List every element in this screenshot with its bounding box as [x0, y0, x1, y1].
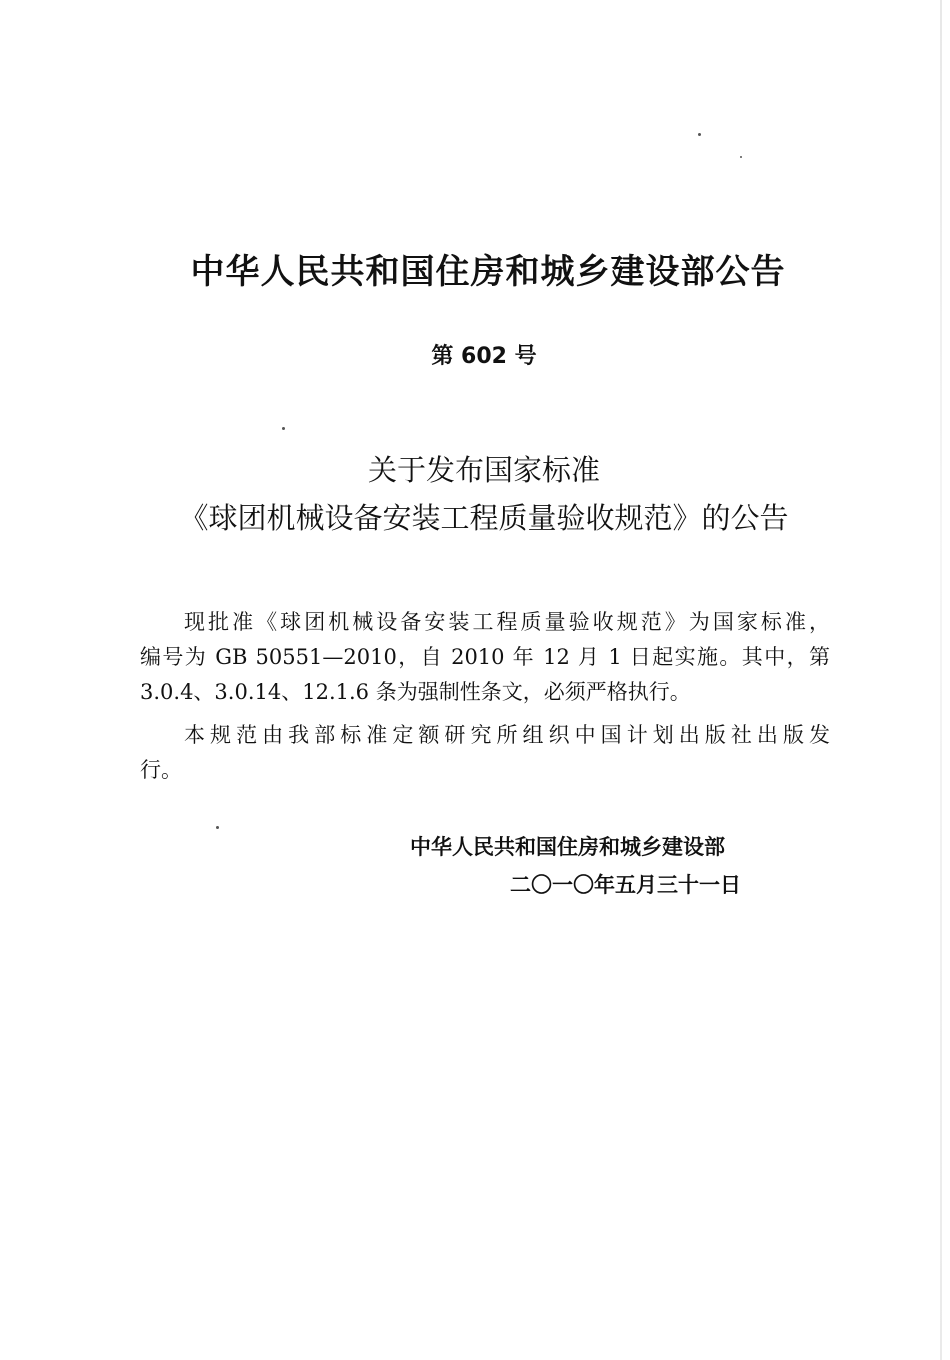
body-line-3: 3.0.4、3.0.14、12.1.6 条为强制性条文，必须严格执行。	[140, 680, 691, 704]
body-line-2: 编号为 GB 50551—2010，自 2010 年 12 月 1 日起实施。其中，第	[140, 645, 830, 669]
announcement-title: 中华人民共和国住房和城乡建设部公告	[190, 252, 786, 292]
body-line-4: 本规范由我部标准定额研究所组织中国计划出版社出版发	[184, 723, 830, 747]
scan-speck	[698, 133, 701, 136]
subtitle-line-2: 《球团机械设备安装工程质量验收规范》的公告	[179, 501, 789, 535]
scan-speck	[740, 156, 742, 158]
scan-speck	[282, 427, 285, 430]
scan-edge-shadow	[940, 0, 942, 1360]
subtitle-line-1: 关于发布国家标准	[367, 453, 600, 487]
body-line-1: 现批准《球团机械设备安装工程质量验收规范》为国家标准，	[184, 610, 830, 634]
announcement-number: 第 602 号	[431, 344, 537, 369]
scan-speck	[216, 826, 219, 829]
issuer-signature: 中华人民共和国住房和城乡建设部	[410, 835, 725, 859]
body-line-5: 行。	[140, 758, 182, 782]
issue-date: 二〇一〇年五月三十一日	[510, 873, 741, 897]
